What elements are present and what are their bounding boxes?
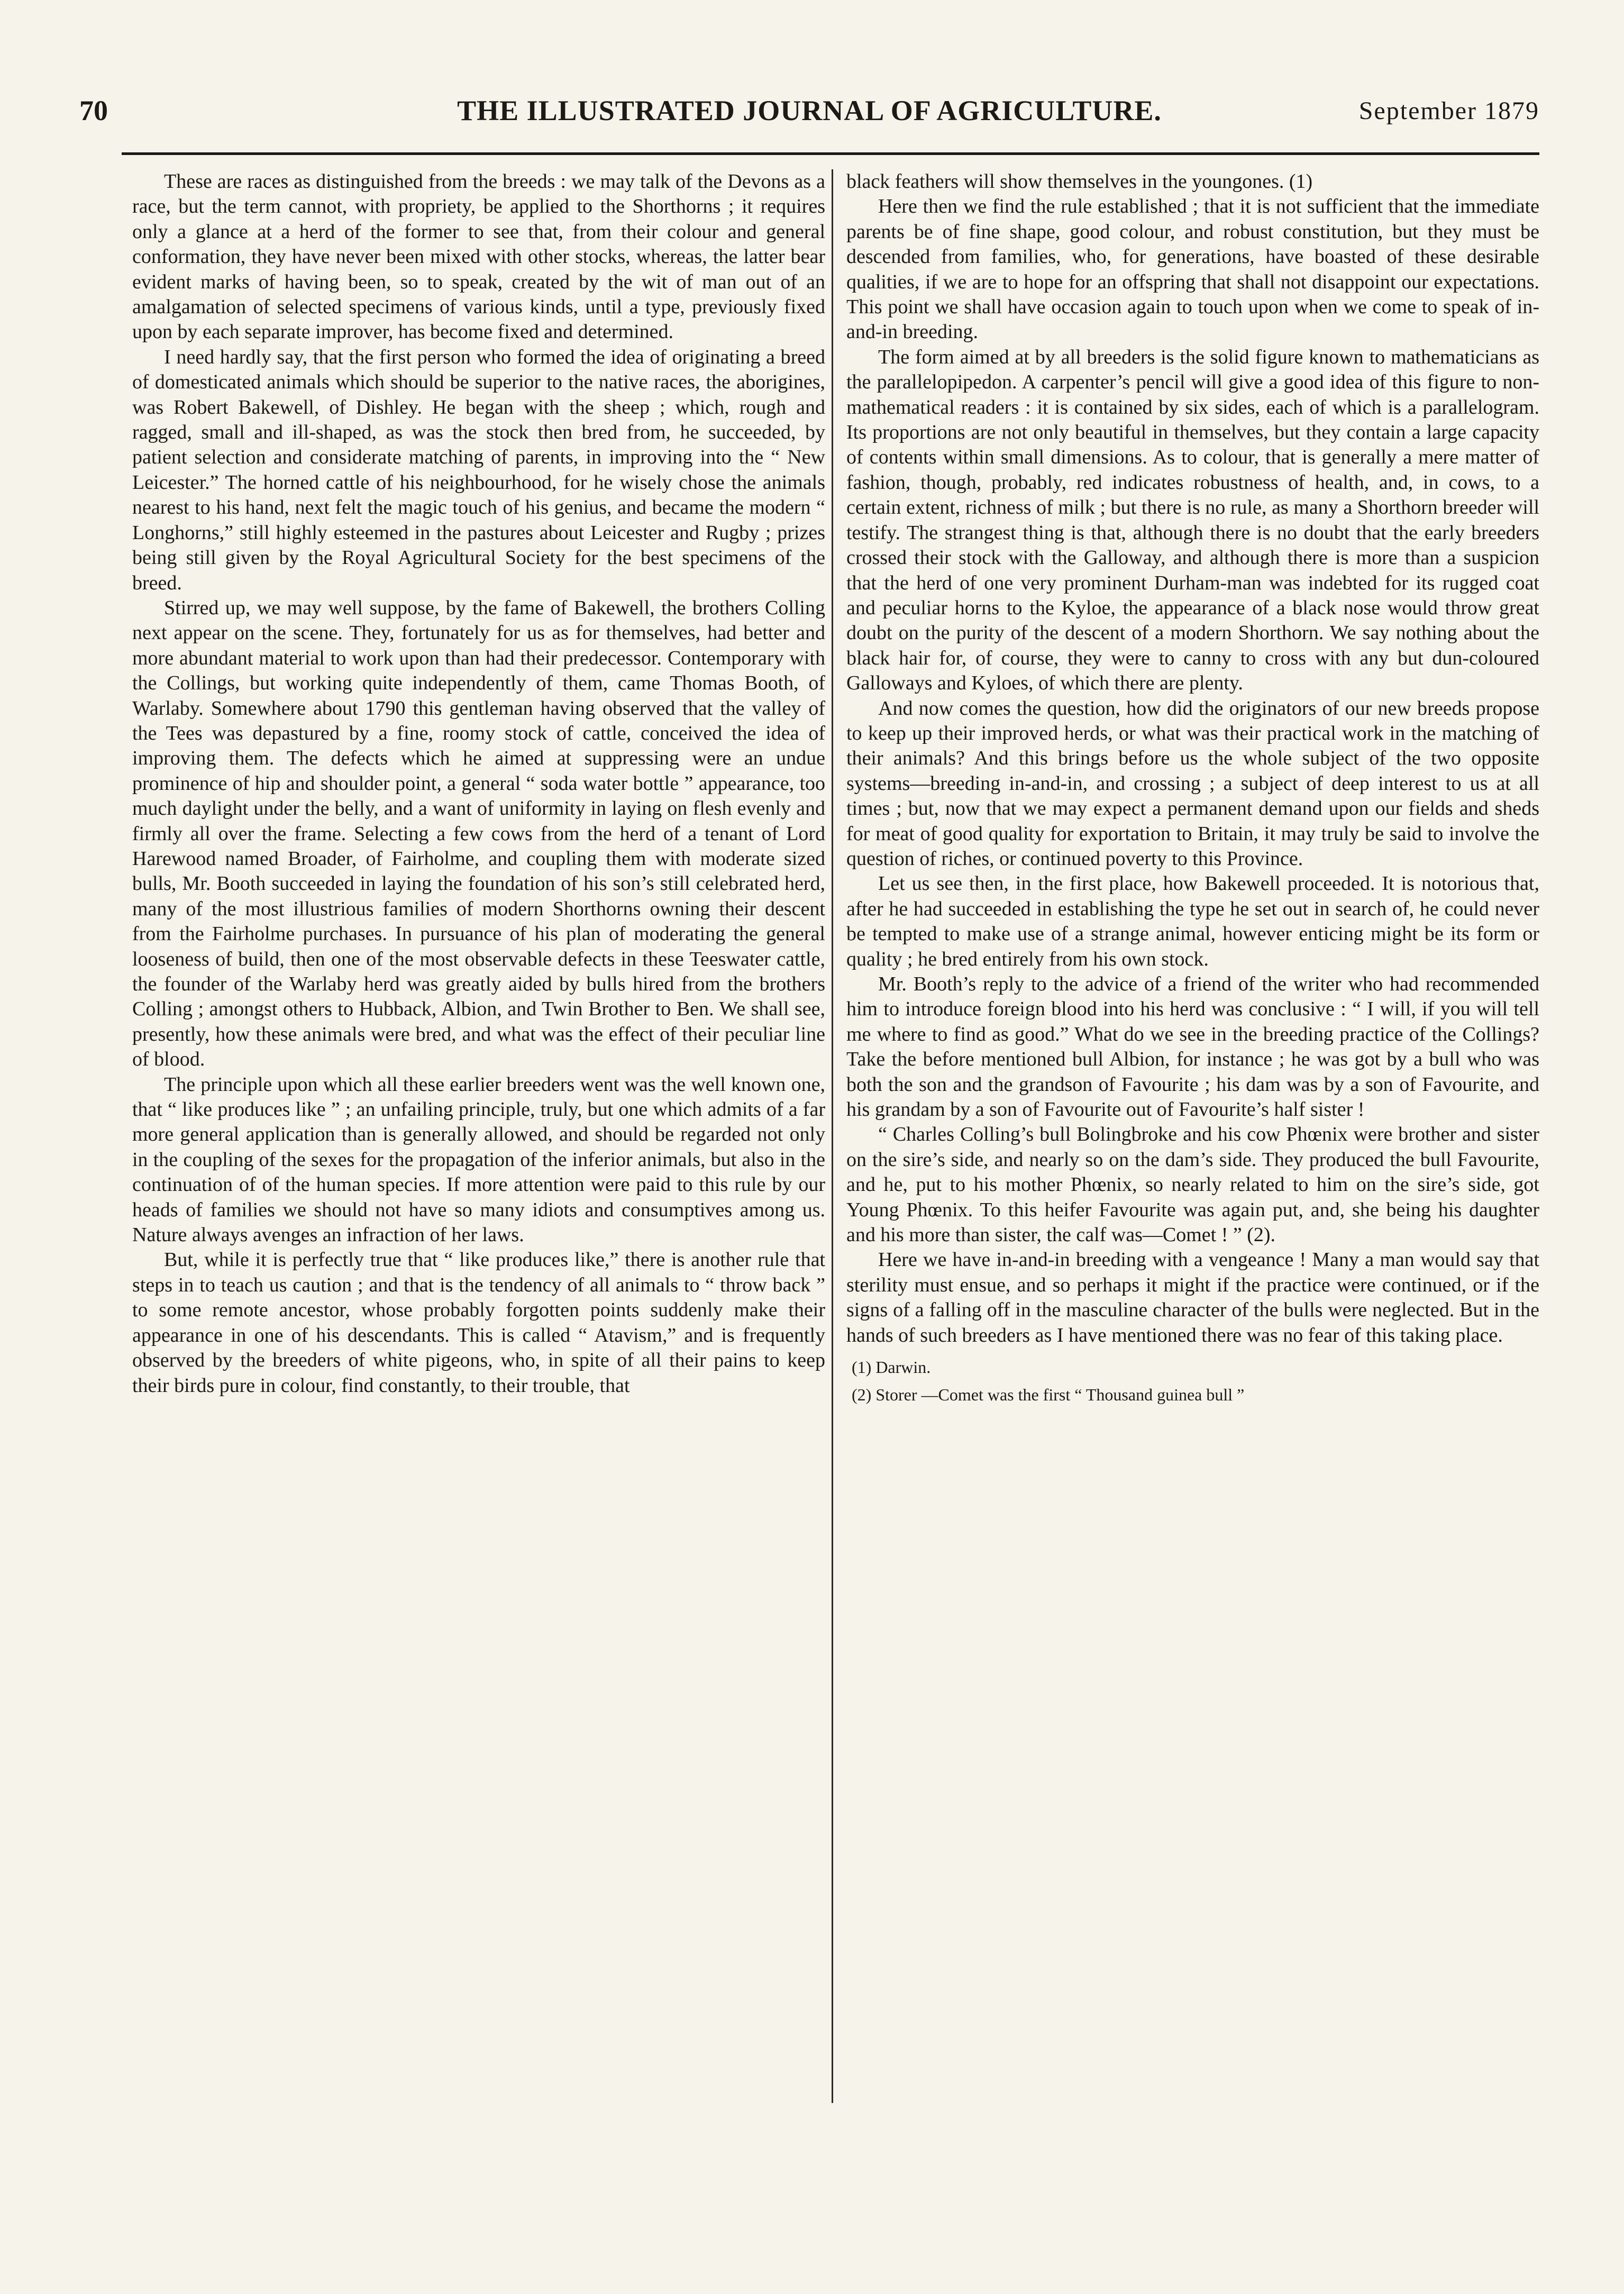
journal-title: THE ILLUSTRATED JOURNAL OF AGRICULTURE. — [457, 95, 1162, 126]
paragraph: Here then we find the rule established ; that it is not sufficient that the immediate parents be of fine shape, good colour, and robust constitution, but they must be descended from families, who, for generations, have boasted of these desirable qualities, if we are to hope for an offspring that shall not disappoint our expectations. This point we shall have occasion again to touch upon when we come to speak of in-and-in breeding. — [846, 195, 1539, 343]
paragraph: But, while it is perfectly true that “ like produces like,” there is another rule that steps in to teach us caution ; and that is the tendency of all animals to “ throw back ” to some remote ancestor, whose probably forgotten points suddenly make their appearance in one of his descendants. This is called “ Atavism,” and is frequently observed by the breeders of white pigeons, who, in spite of all their pains to keep their birds pure in colour, find constantly, to their trouble, that — [132, 1249, 825, 1397]
column-divider — [832, 169, 833, 2103]
paragraph: Here we have in-and-in breeding with a vengeance ! Many a man would say that sterility must ensue, and so perhaps it might if the practice were continued, or if the signs of a falling off in the masculine character of the bulls were neglected. But in the hands of such breeders as I have mentioned there was no fear of this taking place. — [846, 1249, 1539, 1346]
paragraph: The form aimed at by all breeders is the solid figure known to mathematicians as the parallelopipedon. A carpenter’s pencil will give a good idea of this figure to non-mathematical readers : it is contained by six sides, each of which is a parallelogram. Its proportions are not only beautiful in themselves, but they contain a large capacity of contents within small dimensions. As to colour, that is generally a mere matter of fashion, though, probably, red indicates robustness of health, and, in cows, to a certain extent, richness of milk ; but there is no rule, as many a Shorthorn breeder will testify. The strangest thing is that, although there is no doubt that the early breeders crossed their stock with the Galloway, and although there is more than a suspicion that the herd of one very prominent Durham-man was indebted for its rugged coat and peculiar horns to the Kyloe, the appearance of a black nose would throw great doubt on the purity of the descent of a modern Shorthorn. We say nothing about the black hair for, of course, they were to canny to cross with any but dun-coloured Galloways and Kyloes, of which there are plenty. — [846, 345, 1539, 695]
paragraph: These are races as distinguished from the breeds : we may talk of the Devons as a race, but the term cannot, with propriety, be applied to the Shorthorns ; it requires only a glance at a herd of the former to see that, from their colour and general conformation, they have never been mixed with other stocks, whereas, the latter bear evident marks of having been, so to speak, created by the wit of man out of an amalgamation of selected specimens of various kinds, until a type, previously fixed upon by each separate improver, has become fixed and determined. — [132, 170, 825, 343]
paragraph: Let us see then, in the first place, how Bakewell proceeded. It is notorious that, after he had succeeded in establishing the type he set out in search of, he could never be tempted to make use of a strange animal, however enticing might be its form or quality ; he bred entirely from his own stock. — [846, 872, 1539, 970]
footnotes — [846, 1353, 1539, 1408]
left-column — [132, 169, 825, 1398]
paragraph: “ Charles Colling’s bull Bolingbroke and his cow Phœnix were brother and sister on the sire’s side, and nearly so on the dam’s side. They produced the bull Favourite, and he, put to his mother Phœnix, so nearly related to him on the sire’s side, got Young Phœnix. To this heifer Favourite was again put, and, she being his daughter and his more than sister, the calf was—Comet ! ” (2). — [846, 1123, 1539, 1246]
issue-date: September 1879 — [1358, 97, 1539, 125]
paragraph: Mr. Booth’s reply to the advice of a friend of the writer who had recommended him to introduce foreign blood into his herd was conclusive : “ I will, if you will tell me where to find as good.” What do we see in the breeding practice of the Collings? Take the before mentioned bull Albion, for instance ; he was got by a bull who was both the son and the grandson of Favourite ; his dam was by a son of Favourite, and his grandam by a son of Favourite out of Favourite’s half sister ! — [846, 973, 1539, 1121]
paragraph: The principle upon which all these earlier breeders went was the well known one, that “ like produces like ” ; an unfailing principle, truly, but one which admits of a far more general application than is generally allowed, and should be regarded not only in the coupling of the sexes for the propagation of the inferior animals, but also in the continuation of of the human species. If more attention were paid to this rule by our heads of families we should not have so many idiots and consumptives among us. Nature always avenges an infraction of her laws. — [132, 1073, 825, 1246]
page-header — [79, 89, 1539, 136]
paragraph: I need hardly say, that the first person who formed the idea of originating a breed of domesticated animals which should be superior to the native races, the aborigines, was Robert Bakewell, of Dishley. He began with the sheep ; which, rough and ragged, small and ill-shaped, as was the stock then bred from, he succeeded, by patient selection and considerate matching of parents, in improving into the “ New Leicester.” The horned cattle of his neighbourhood, for he wisely chose the animals nearest to his hand, next felt the magic touch of his genius, and became the modern “ Longhorns,” still highly esteemed in the pastures about Leicester and Rugby ; prizes being still given by the Royal Agricultural Society for the best specimens of the breed. — [132, 345, 825, 594]
paragraph: And now comes the question, how did the originators of our new breeds propose to keep up their improved herds, or what was their practical work in the matching of their animals? And this brings before us the whole subject of the two opposite systems—breeding in-and-in, and crossing ; a subject of deep interest to us at all times ; but, now that we may expect a permanent demand upon our fields and sheds for meat of good quality for exportation to Britain, it may truly be said to involve the question of riches, or continued poverty to this Province. — [846, 697, 1539, 870]
paragraph: black feathers will show themselves in the youngones. (1) — [846, 170, 1313, 193]
header-rule — [122, 152, 1539, 155]
footnote: (1) Darwin. — [852, 1358, 931, 1377]
paragraph: Stirred up, we may well suppose, by the fame of Bakewell, the brothers Colling next appear on the scene. They, fortunately for us as for themselves, had better and more abundant material to work upon than had their predecessor. Contemporary with the Collings, but working quite independently of them, came Thomas Booth, of Warlaby. Somewhere about 1790 this gentleman having observed that the valley of the Tees was depastured by a fine, roomy stock of cattle, conceived the idea of improving them. The defects which he aimed at suppressing were an undue prominence of hip and shoulder point, a general “ soda water bottle ” appearance, too much daylight under the belly, and a want of uniformity in laying on flesh evenly and firmly all over the frame. Selecting a few cows from the herd of a tenant of Lord Harewood named Broader, of Fairholme, and coupling them with moderate sized bulls, Mr. Booth succeeded in laying the foundation of his son’s still celebrated herd, many of the most illustrious families of modern Shorthorns owning their descent from the Fairholme purchases. In pursuance of his plan of moderating the general looseness of build, then one of the most observable defects in these Teeswater cattle, the founder of the Warlaby herd was greatly aided by bulls hired from the brothers Colling ; amongst others to Hubback, Albion, and Twin Brother to Ben. We shall see, presently, how these animals were bred, and what was the effect of their peculiar line of blood. — [132, 596, 825, 1071]
page-number: 70 — [79, 95, 108, 126]
right-column — [846, 169, 1539, 1408]
footnote: (2) Storer —Comet was the first “ Thousand guinea bull ” — [852, 1385, 1245, 1405]
